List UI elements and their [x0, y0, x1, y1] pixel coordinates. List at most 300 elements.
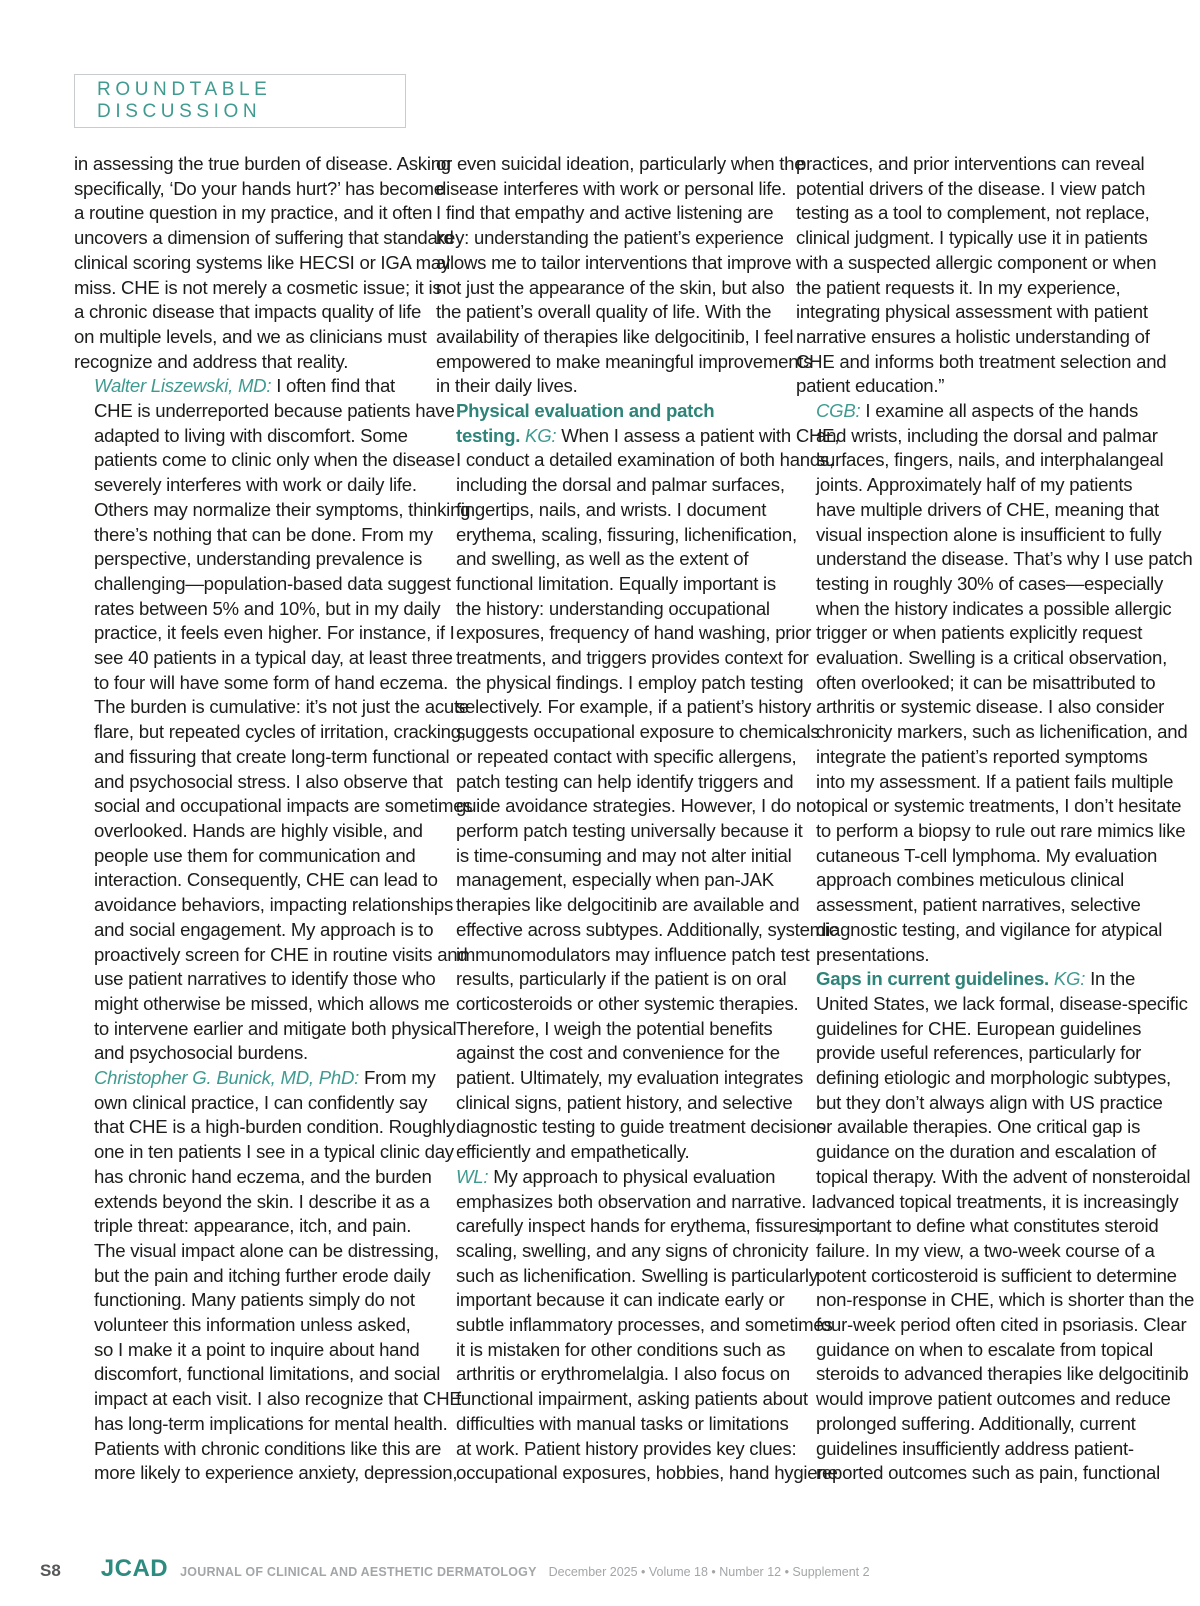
text-line [436, 844, 792, 869]
text-line [436, 794, 821, 819]
text-run: miss. CHE is not merely a cosmetic issue; it is [74, 276, 442, 298]
text-run: one in ten patients I see in a typical clinic day [94, 1141, 454, 1163]
text-line [436, 251, 792, 276]
text-line [796, 473, 1146, 498]
text-line [74, 1288, 424, 1313]
speaker-name: Christopher G. Bunick, MD, PhD: [94, 1067, 360, 1089]
text-run: people use them for communication and [94, 844, 416, 866]
text-line [436, 448, 834, 473]
text-run: practice, it feels even higher. For instance, if I [94, 622, 455, 644]
text-line [74, 1264, 431, 1289]
paragraph [436, 1165, 838, 1486]
text-run: efficiently and empathetically. [456, 1141, 690, 1163]
text-line [796, 819, 1186, 844]
text-run: severely interferes with work or daily life. [94, 474, 417, 496]
text-line [74, 473, 424, 498]
speaker-name: CGB: [816, 400, 861, 422]
text-line [796, 1461, 1161, 1486]
text-run: arthritis or erythromelalgia. I also focus on [456, 1363, 790, 1385]
text-line [796, 1313, 1187, 1338]
text-line [436, 547, 786, 572]
text-run: guidelines insufficiently address patient- [816, 1437, 1134, 1459]
text-run: My approach to physical evaluation [488, 1165, 776, 1187]
text-line [74, 819, 424, 844]
text-run: chronicity markers, such as lichenification, and [816, 721, 1188, 743]
text-run: effective across subtypes. Additionally, systemic [456, 918, 838, 940]
text-line [436, 1338, 786, 1363]
text-line [796, 1165, 1191, 1190]
text-run: management, especially when pan-JAK [456, 869, 774, 891]
text-run: is time-consuming and may not alter initial [456, 844, 792, 866]
text-run: use patient narratives to identify those who [94, 968, 436, 990]
text-run: or available therapies. One critical gap is [816, 1116, 1141, 1138]
text-line [74, 1115, 456, 1140]
text-run: non-response in CHE, which is shorter than the [816, 1289, 1195, 1311]
text-run: assessment, patient narratives, selective [816, 894, 1141, 916]
text-run: When I assess a patient with CHE, [556, 424, 840, 446]
text-line [74, 226, 454, 251]
text-line [796, 1041, 1146, 1066]
text-line [436, 1140, 786, 1165]
text-line [436, 992, 799, 1017]
text-line [74, 1412, 448, 1437]
speaker-name: KG: [1053, 968, 1086, 990]
text-run: to perform a biopsy to rule out rare mimics like [816, 819, 1186, 841]
text-line [74, 177, 444, 202]
text-line [436, 646, 809, 671]
text-run: presentations. [816, 943, 930, 965]
text-line [74, 300, 424, 325]
text-line [796, 1264, 1177, 1289]
text-run: into my assessment. If a patient fails multiple [816, 770, 1174, 792]
text-run: Others may normalize their symptoms, thinking [94, 498, 471, 520]
text-line [436, 300, 786, 325]
text-line [796, 572, 1164, 597]
text-run: availability of therapies like delgocitinib, I feel [436, 325, 794, 347]
text-line [74, 770, 443, 795]
text-line [436, 374, 786, 399]
text-line [74, 1239, 439, 1264]
text-run: fingertips, nails, and wrists. I document [456, 498, 767, 520]
text-line [796, 300, 1146, 325]
text-line [74, 572, 451, 597]
text-line [436, 1288, 786, 1313]
text-line [796, 226, 1146, 251]
text-line [796, 597, 1172, 622]
text-line [796, 943, 1146, 968]
text-line [796, 770, 1174, 795]
text-run: difficulties with manual tasks or limitations [456, 1412, 789, 1434]
text-line [796, 424, 1158, 449]
text-run: potent corticosteroid is sufficient to determine [816, 1264, 1177, 1286]
text-line [74, 201, 433, 226]
subheading: testing. [456, 424, 521, 446]
text-run: reported outcomes such as pain, functional [816, 1462, 1161, 1484]
text-run: practices, and prior interventions can reveal [796, 153, 1145, 174]
text-run: empowered to make meaningful improvements [436, 350, 813, 372]
text-line [74, 893, 454, 918]
text-run: From my [359, 1067, 436, 1089]
text-run: four-week period often cited in psoriasis. Clear [816, 1314, 1187, 1336]
text-run: and psychosocial stress. I also observe that [94, 770, 443, 792]
text-line [436, 1412, 789, 1437]
text-run: so I make it a point to inquire about hand [94, 1338, 420, 1360]
text-line [74, 152, 451, 177]
text-line [796, 1437, 1146, 1462]
text-run: carefully inspect hands for erythema, fissures, [456, 1215, 823, 1237]
text-line [74, 374, 424, 399]
text-run: scaling, swelling, and any signs of chronicity [456, 1239, 809, 1261]
text-run: testing as a tool to complement, not replace, [796, 202, 1150, 224]
text-line [436, 572, 786, 597]
text-line [74, 695, 469, 720]
text-run: clinical signs, patient history, and selective [456, 1091, 793, 1113]
text-run: discomfort, functional limitations, and social [94, 1363, 441, 1385]
text-line [74, 1041, 424, 1066]
article-column-3 [796, 152, 1195, 1486]
text-line [436, 745, 797, 770]
text-line [436, 1461, 838, 1486]
text-run: Therefore, I weigh the potential benefits [456, 1017, 773, 1039]
text-line [436, 1041, 786, 1066]
text-run: approach combines meticulous clinical [816, 869, 1125, 891]
text-line [436, 695, 812, 720]
text-run: would improve patient outcomes and reduce [816, 1388, 1171, 1410]
text-run: understand the disease. That’s why I use patch [816, 548, 1193, 570]
text-run: to four will have some form of hand eczema. [94, 671, 449, 693]
text-run: potential drivers of the disease. I view patch [796, 177, 1146, 199]
text-line [436, 1115, 826, 1140]
text-line [74, 251, 450, 276]
text-run: the patient’s overall quality of life. With the [436, 301, 772, 323]
text-line [436, 1091, 793, 1116]
text-line [796, 918, 1163, 943]
text-line [74, 671, 449, 696]
text-line [796, 967, 1146, 992]
text-line [74, 943, 468, 968]
text-run: exposures, frequency of hand washing, prior [456, 622, 812, 644]
text-run: overlooked. Hands are highly visible, and [94, 819, 423, 841]
text-run: evaluation. Swelling is a critical observation, [816, 647, 1168, 669]
text-line [796, 1338, 1154, 1363]
text-run: visual inspection alone is insufficient to fully [816, 523, 1162, 545]
text-run: recognize and address that reality. [74, 350, 349, 372]
text-run: volunteer this information unless asked, [94, 1314, 411, 1336]
text-run: patients come to clinic only when the disease [94, 449, 455, 471]
text-line [436, 893, 800, 918]
text-run: suggests occupational exposure to chemicals [456, 721, 820, 743]
text-run: at work. Patient history provides key clues: [456, 1437, 797, 1459]
text-line [436, 350, 813, 375]
text-line [74, 325, 427, 350]
text-line [74, 1437, 442, 1462]
text-run: the history: understanding occupational [456, 597, 770, 619]
text-run: that CHE is a high-burden condition. Roughly [94, 1116, 456, 1138]
text-run: occupational exposures, hobbies, hand hygiene [456, 1462, 838, 1484]
text-line [74, 1461, 458, 1486]
text-line [436, 1437, 797, 1462]
text-run: and psychosocial burdens. [94, 1042, 308, 1064]
text-run: not just the appearance of the skin, but also [436, 276, 785, 298]
text-line [74, 350, 424, 375]
text-line [796, 448, 1164, 473]
text-run: diagnostic testing to guide treatment decisions [456, 1116, 826, 1138]
text-run: cutaneous T-cell lymphoma. My evaluation [816, 844, 1158, 866]
text-run: defining etiologic and morphologic subtypes, [816, 1067, 1171, 1089]
text-line [436, 943, 810, 968]
subheading: Gaps in current guidelines. [816, 968, 1049, 990]
text-line [436, 597, 786, 622]
text-line [796, 621, 1146, 646]
text-line [796, 1387, 1171, 1412]
text-line [74, 1091, 428, 1116]
speaker-name: WL: [456, 1165, 489, 1187]
text-line [796, 1091, 1163, 1116]
text-run: extends beyond the skin. I describe it as a [94, 1190, 430, 1212]
text-run: clinical judgment. I typically use it in patients [796, 227, 1148, 249]
text-line [436, 424, 840, 449]
text-run: guidelines for CHE. European guidelines [816, 1017, 1142, 1039]
text-run: see 40 patients in a typical day, at least three [94, 647, 453, 669]
text-run: emphasizes both observation and narrative. I [456, 1190, 817, 1212]
text-line [436, 1214, 823, 1239]
text-line [74, 844, 424, 869]
text-line [74, 646, 453, 671]
text-line [74, 1017, 457, 1042]
text-run: I conduct a detailed examination of both hands, [456, 449, 834, 471]
text-run: erythema, scaling, fissuring, lichenification, [456, 523, 797, 545]
text-line [796, 152, 1146, 177]
text-line [436, 1165, 786, 1190]
text-run: joints. Approximately half of my patients [816, 474, 1133, 496]
text-run: the patient requests it. In my experience, [796, 276, 1121, 298]
text-run: patient education.” [796, 375, 945, 397]
paragraph [74, 152, 454, 374]
text-line [436, 1239, 809, 1264]
speaker-name: Walter Liszewski, MD: [94, 375, 272, 397]
text-run: have multiple drivers of CHE, meaning that [816, 498, 1159, 520]
text-line [796, 325, 1150, 350]
text-run: United States, we lack formal, disease-specific [816, 992, 1188, 1014]
text-run: integrate the patient’s reported symptoms [816, 745, 1148, 767]
text-line [436, 819, 803, 844]
text-run: functional limitation. Equally important is [456, 572, 776, 594]
text-run: against the cost and convenience for the [456, 1042, 780, 1064]
text-line [74, 621, 455, 646]
text-line [796, 844, 1158, 869]
text-line [74, 1066, 436, 1091]
text-run: uncovers a dimension of suffering that standard [74, 227, 454, 249]
text-line [796, 399, 1146, 424]
text-run: testing in roughly 30% of cases—especially [816, 572, 1164, 594]
text-run: perform patch testing universally because it [456, 819, 803, 841]
text-line [436, 498, 786, 523]
text-run: often overlooked; it can be misattributed to [816, 671, 1156, 693]
text-line [74, 523, 433, 548]
text-run: with a suspected allergic component or when [796, 251, 1157, 273]
text-line [436, 226, 786, 251]
text-run: to intervene earlier and mitigate both physical [94, 1017, 457, 1039]
text-line [796, 1362, 1189, 1387]
text-run: narrative ensures a holistic understanding of [796, 325, 1150, 347]
text-run: including the dorsal and palmar surfaces, [456, 474, 785, 496]
text-run: Patients with chronic conditions like this are [94, 1437, 442, 1459]
text-run: more likely to experience anxiety, depression, [94, 1462, 458, 1484]
text-line [74, 1362, 441, 1387]
text-line [796, 547, 1193, 572]
text-run: diagnostic testing, and vigilance for atypical [816, 918, 1163, 940]
text-run: integrating physical assessment with patient [796, 301, 1148, 323]
text-line [436, 523, 797, 548]
text-line [436, 1190, 817, 1215]
text-run: own clinical practice, I can confidently say [94, 1091, 428, 1113]
text-line [796, 646, 1168, 671]
text-run: rates between 5% and 10%, but in my daily [94, 597, 441, 619]
text-line [74, 794, 473, 819]
text-line [74, 276, 442, 301]
text-line [796, 177, 1146, 202]
text-line [796, 794, 1182, 819]
page-footer [40, 1555, 1160, 1585]
text-run: steroids to advanced therapies like delgocitinib [816, 1363, 1189, 1385]
text-line [436, 1264, 818, 1289]
text-run: and wrists, including the dorsal and palmar [816, 424, 1158, 446]
text-run: patient. Ultimately, my evaluation integrates [456, 1067, 804, 1089]
text-run: The burden is cumulative: it’s not just the acute [94, 696, 469, 718]
text-line [796, 745, 1146, 770]
paragraph [796, 399, 1193, 967]
text-run: but they don’t always align with US practice [816, 1091, 1163, 1113]
paragraph [74, 1066, 462, 1486]
issue-info: December 2025 • Volume 18 • Number 12 • Supplement 2 [548, 1565, 870, 1579]
paragraph [74, 374, 473, 1066]
text-run: on multiple levels, and we as clinicians must [74, 325, 427, 347]
text-run: subtle inflammatory processes, and sometimes [456, 1314, 833, 1336]
text-line [796, 201, 1150, 226]
text-run: trigger or when patients explicitly request [816, 622, 1143, 644]
text-run: the physical findings. I employ patch testing [456, 671, 804, 693]
text-line [796, 251, 1157, 276]
text-run: failure. In my view, a two-week course of a [816, 1239, 1155, 1261]
text-run: CHE and informs both treatment selection and [796, 350, 1167, 372]
text-line [796, 1412, 1146, 1437]
text-run: guide avoidance strategies. However, I do not [456, 795, 821, 817]
text-run: such as lichenification. Swelling is particularly [456, 1264, 818, 1286]
journal-logo: JCAD [100, 1555, 169, 1582]
text-line [436, 1362, 790, 1387]
text-line [796, 1288, 1195, 1313]
text-line [74, 1214, 424, 1239]
text-run: challenging—population-based data suggest [94, 572, 451, 594]
text-line [436, 177, 786, 202]
text-line [796, 498, 1159, 523]
text-run: when the history indicates a possible allergic [816, 597, 1172, 619]
text-run: flare, but repeated cycles of irritation, cracking, [94, 721, 466, 743]
text-run: interaction. Consequently, CHE can lead to [94, 869, 438, 891]
text-run: clinical scoring systems like HECSI or IGA may [74, 251, 450, 273]
text-line [796, 1214, 1159, 1239]
text-line [74, 399, 455, 424]
text-line [796, 893, 1146, 918]
text-line [74, 424, 424, 449]
text-line [436, 770, 794, 795]
text-run: perspective, understanding prevalence is [94, 548, 422, 570]
text-run: in their daily lives. [436, 375, 578, 397]
text-run: patch testing can help identify triggers and [456, 770, 794, 792]
text-line [796, 350, 1167, 375]
text-line [436, 621, 812, 646]
text-line [436, 1387, 808, 1412]
text-line [74, 720, 466, 745]
text-run: arthritis or systemic disease. I also consider [816, 696, 1165, 718]
text-line [436, 868, 786, 893]
text-line [436, 276, 786, 301]
text-run: The visual impact alone can be distressing, [94, 1239, 439, 1261]
text-run: might otherwise be missed, which allows me [94, 992, 450, 1014]
text-line [74, 1338, 424, 1363]
text-line [436, 671, 804, 696]
text-line [796, 374, 1146, 399]
text-line [436, 152, 805, 177]
text-line [796, 276, 1146, 301]
text-run: prolonged suffering. Additionally, current [816, 1412, 1136, 1434]
text-run: but the pain and itching further erode daily [94, 1264, 431, 1286]
text-line [436, 473, 786, 498]
text-run: has long-term implications for mental health. [94, 1412, 448, 1434]
paragraph [436, 152, 813, 399]
text-run: topical therapy. With the advent of nonsteroidal [816, 1165, 1191, 1187]
text-line [74, 1313, 424, 1338]
text-line [796, 1017, 1146, 1042]
text-run: topical or systemic treatments, I don’t hesitate [816, 795, 1182, 817]
text-line [74, 1165, 432, 1190]
text-run: impact at each visit. I also recognize that CHE [94, 1388, 462, 1410]
text-run: and swelling, as well as the extent of [456, 548, 749, 570]
text-run: has chronic hand eczema, and the burden [94, 1165, 432, 1187]
text-run: I often find that [271, 375, 395, 397]
text-run: corticosteroids or other systemic therapies. [456, 992, 799, 1014]
text-line [436, 201, 786, 226]
text-line [436, 967, 786, 992]
text-run: important to define what constitutes steroid [816, 1215, 1159, 1237]
text-line [436, 325, 794, 350]
text-line [796, 1239, 1155, 1264]
text-line [74, 1140, 454, 1165]
text-line [74, 745, 450, 770]
text-run: a chronic disease that impacts quality of life [74, 301, 422, 323]
text-line [436, 399, 786, 424]
text-run: functional impairment, asking patients about [456, 1388, 808, 1410]
section-label [74, 74, 406, 128]
text-run: selectively. For example, if a patient’s history [456, 696, 812, 718]
text-line [796, 523, 1162, 548]
text-line [74, 967, 436, 992]
text-line [796, 1140, 1156, 1165]
text-run: I examine all aspects of the hands [860, 400, 1139, 422]
text-line [436, 918, 838, 943]
text-run: and fissuring that create long-term functional [94, 745, 450, 767]
text-run: CHE is underreported because patients have [94, 400, 455, 422]
text-run: triple threat: appearance, itch, and pain. [94, 1215, 412, 1237]
text-run: guidance on the duration and escalation of [816, 1141, 1156, 1163]
text-line [436, 1017, 786, 1042]
text-line [796, 671, 1156, 696]
text-run: important because it can indicate early or [456, 1289, 785, 1311]
text-line [74, 597, 441, 622]
text-line [796, 1190, 1179, 1215]
text-line [436, 1066, 804, 1091]
text-run: key: understanding the patient’s experience [436, 227, 784, 249]
